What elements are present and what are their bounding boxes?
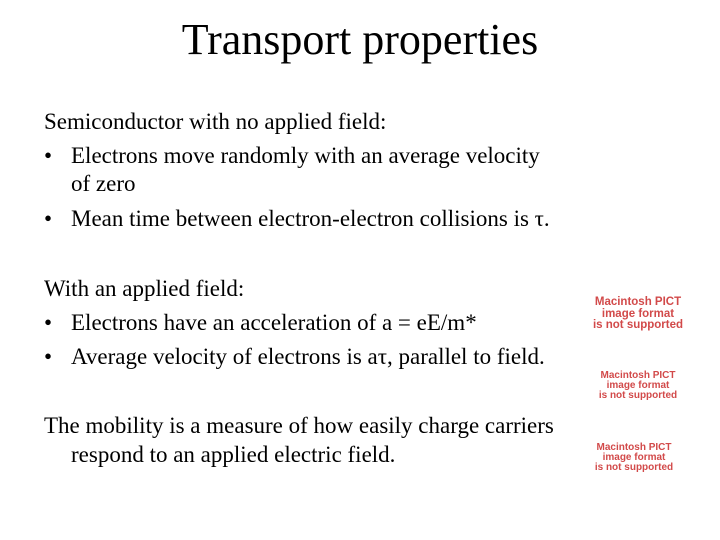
section1-heading: Semiconductor with no applied field: bbox=[44, 109, 387, 134]
placeholder-line: image format bbox=[601, 307, 675, 320]
section1-bullet2: Mean time between electron-electron collisions is τ. bbox=[71, 206, 550, 231]
bullet-icon: • bbox=[44, 344, 53, 369]
bullet-icon: • bbox=[44, 143, 53, 168]
image-placeholder bbox=[588, 443, 680, 473]
section3-line2: respond to an applied electric field. bbox=[71, 442, 396, 467]
image-placeholder bbox=[588, 371, 688, 401]
slide-title: Transport properties bbox=[181, 15, 539, 64]
placeholder-line: Macintosh PICT bbox=[594, 296, 682, 308]
image-placeholder bbox=[578, 297, 698, 332]
placeholder-line: is not supported bbox=[594, 462, 674, 473]
section2-heading: With an applied field: bbox=[44, 276, 245, 301]
section1-bullet1-line2: of zero bbox=[71, 171, 136, 196]
placeholder-line: image format bbox=[602, 452, 666, 463]
section2-bullet2: Average velocity of electrons is aτ, parallel to field. bbox=[71, 344, 545, 369]
placeholder-line: is not supported bbox=[598, 390, 678, 401]
placeholder-line: Macintosh PICT bbox=[596, 442, 672, 453]
placeholder-line: is not supported bbox=[592, 319, 684, 331]
section3-line1: The mobility is a measure of how easily charge carriers bbox=[44, 413, 554, 438]
placeholder-line: Macintosh PICT bbox=[600, 370, 676, 381]
placeholder-line: image format bbox=[606, 380, 670, 391]
section2-bullet1: Electrons have an acceleration of a = eE/m* bbox=[71, 310, 477, 335]
section1-bullet1-line1: Electrons move randomly with an average velocity bbox=[71, 143, 540, 168]
bullet-icon: • bbox=[44, 310, 53, 335]
bullet-icon: • bbox=[44, 206, 53, 231]
